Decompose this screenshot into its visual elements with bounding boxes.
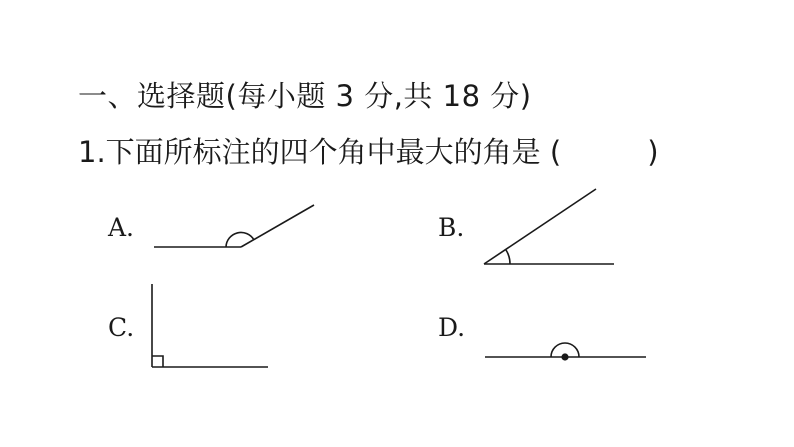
option-b-figure: [484, 189, 614, 264]
option-b-angle-arc: [506, 250, 510, 264]
answer-bracket-close: ): [647, 135, 659, 169]
option-a-angle-arc: [226, 232, 254, 247]
question-number: 1.: [78, 135, 106, 169]
option-c-figure: [152, 284, 268, 367]
option-b-label: B.: [438, 213, 465, 242]
option-d-label: D.: [438, 313, 466, 342]
answer-bracket-open: (: [549, 135, 562, 169]
option-b-ray-top: [484, 189, 596, 264]
option-a-figure: [154, 205, 314, 247]
question-text: 下面所标注的四个角中最大的角是: [105, 135, 541, 169]
option-a-ray-right: [241, 205, 314, 247]
option-d-vertex-dot: [561, 353, 568, 360]
option-c-right-angle-mark: [152, 356, 163, 367]
option-a-label: A.: [108, 213, 135, 242]
option-c-label: C.: [108, 313, 135, 342]
section-title: 一、选择题(每小题 3 分,共 18 分): [78, 79, 532, 113]
option-d-figure: [485, 343, 646, 361]
